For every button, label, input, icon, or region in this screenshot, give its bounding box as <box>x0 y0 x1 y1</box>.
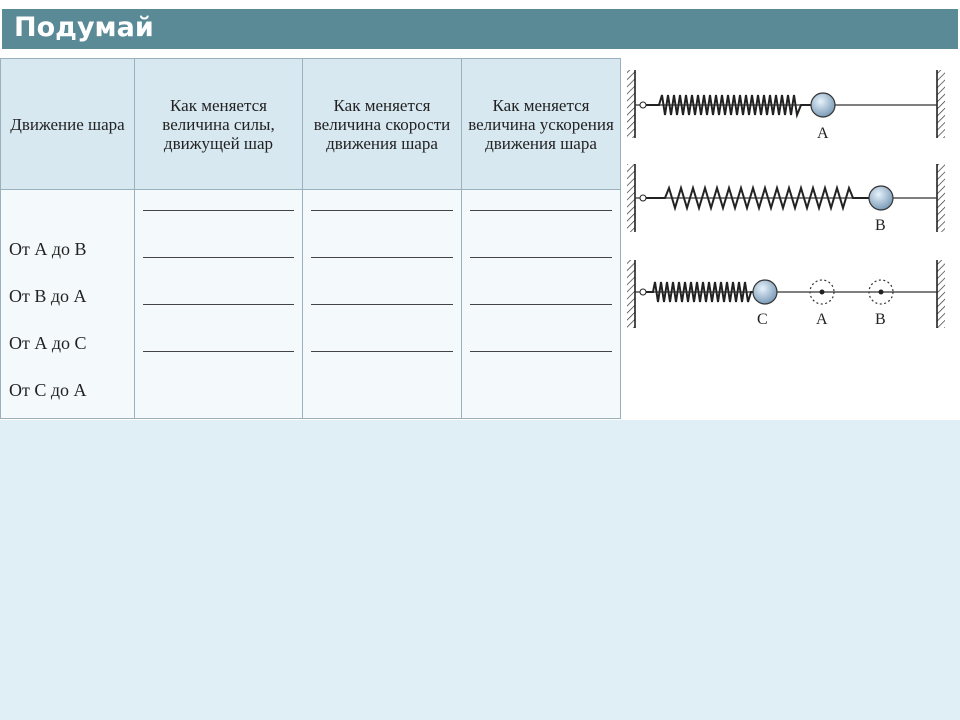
position-label: С <box>757 311 768 328</box>
right-wall <box>937 164 945 232</box>
spring-row-1 <box>627 70 945 142</box>
column-header: Как меняется величина силы, движущей шар <box>135 59 303 190</box>
content-area <box>0 52 960 420</box>
spring-row-3 <box>627 260 945 328</box>
left-wall <box>627 70 635 138</box>
left-wall <box>627 164 635 232</box>
table-body-row <box>1 190 621 419</box>
answer-line[interactable] <box>311 257 453 258</box>
spring <box>646 282 753 302</box>
answer-line[interactable] <box>143 257 294 258</box>
position-label: В <box>875 311 886 328</box>
motion-table <box>0 58 621 419</box>
title-bar <box>0 0 960 52</box>
answer-line[interactable] <box>470 304 612 305</box>
row-label: От А до С <box>9 333 87 353</box>
column-header: Как меняется величина ускорения движения шара <box>462 59 621 190</box>
column-header: Как меняется величина скорости движения шара <box>303 59 462 190</box>
right-wall <box>937 70 945 138</box>
answer-line[interactable] <box>470 210 612 211</box>
spring-row-2 <box>627 164 945 234</box>
row-labels-cell <box>1 190 135 419</box>
answer-line[interactable] <box>311 304 453 305</box>
position-label: А <box>816 311 828 328</box>
force-answer-cell <box>135 190 303 419</box>
ball <box>811 93 835 117</box>
answer-line[interactable] <box>311 351 453 352</box>
spring-diagram <box>625 60 955 330</box>
title-banner <box>2 9 958 49</box>
left-wall <box>627 260 635 328</box>
answer-line[interactable] <box>143 210 294 211</box>
answer-line[interactable] <box>311 210 453 211</box>
answer-line[interactable] <box>470 257 612 258</box>
position-label: А <box>817 125 829 142</box>
speed-answer-cell <box>303 190 462 419</box>
row-label: От А до В <box>9 239 87 259</box>
position-label: В <box>875 217 886 234</box>
answer-line[interactable] <box>470 351 612 352</box>
row-label: От С до А <box>9 380 87 400</box>
column-header: Движение шара <box>1 59 135 190</box>
table-header-row <box>1 59 621 190</box>
right-wall <box>937 260 945 328</box>
row-labels <box>1 194 134 414</box>
answer-line[interactable] <box>143 351 294 352</box>
acceleration-answer-cell <box>462 190 621 419</box>
ball <box>869 186 893 210</box>
answer-line[interactable] <box>143 304 294 305</box>
ball <box>753 280 777 304</box>
page-title: Подумай <box>14 12 154 43</box>
row-label: От В до А <box>9 286 87 306</box>
